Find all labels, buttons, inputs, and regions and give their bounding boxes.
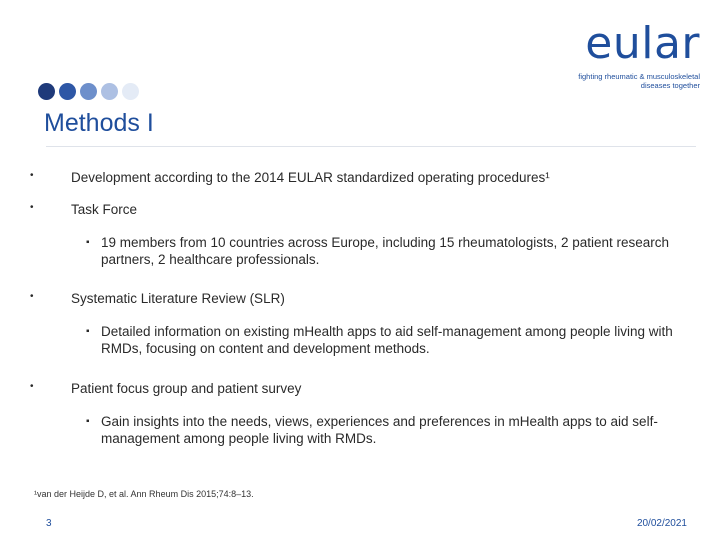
eular-logo	[560, 18, 700, 90]
sub-bullet-text: 19 members from 10 countries across Europe, including 15 rheumatologists, 2 patient research partners, 2 healthcare professionals.	[101, 235, 670, 267]
bullet-marker: •	[30, 381, 34, 392]
dot-2	[59, 83, 76, 100]
sub-bullet-marker: ▪	[86, 416, 90, 427]
sub-bullet-text: Gain insights into the needs, views, experiences and preferences in mHealth apps to aid self-management among people living with RMDs.	[101, 414, 658, 446]
dot-4	[101, 83, 118, 100]
dot-1	[38, 83, 55, 100]
bullet-text: Patient focus group and patient survey	[71, 381, 302, 396]
logo-tagline	[560, 72, 700, 90]
bullet-marker: •	[30, 202, 34, 213]
sub-bullet-marker: ▪	[86, 237, 90, 248]
logo-tagline-line-1: fighting rheumatic & musculoskeletal	[578, 72, 700, 81]
bullet-text: Development according to the 2014 EULAR standardized operating procedures¹	[71, 170, 550, 185]
sub-bullet-text: Detailed information on existing mHealth apps to aid self-management among people living with RMDs, focusing on content and development methods.	[101, 324, 673, 356]
bullet-marker: •	[30, 291, 34, 302]
decorative-dots	[38, 83, 139, 100]
bullet-text: Systematic Literature Review (SLR)	[71, 291, 285, 306]
bullet-text: Task Force	[71, 202, 138, 217]
logo-tagline-line-2: diseases together	[640, 81, 700, 90]
slide-date: 20/02/2021	[636, 518, 687, 529]
dot-5	[122, 83, 139, 100]
title-divider	[46, 146, 696, 147]
bullet-marker: •	[30, 170, 34, 181]
slide-title: Methods I	[44, 109, 154, 137]
page-number: 3	[46, 518, 52, 529]
footnote-reference: ¹van der Heijde D, et al. Ann Rheum Dis 2015;74:8–13.	[34, 489, 254, 499]
sub-bullet-marker: ▪	[86, 326, 90, 337]
dot-3	[80, 83, 97, 100]
logo-wordmark: eular	[585, 18, 700, 69]
